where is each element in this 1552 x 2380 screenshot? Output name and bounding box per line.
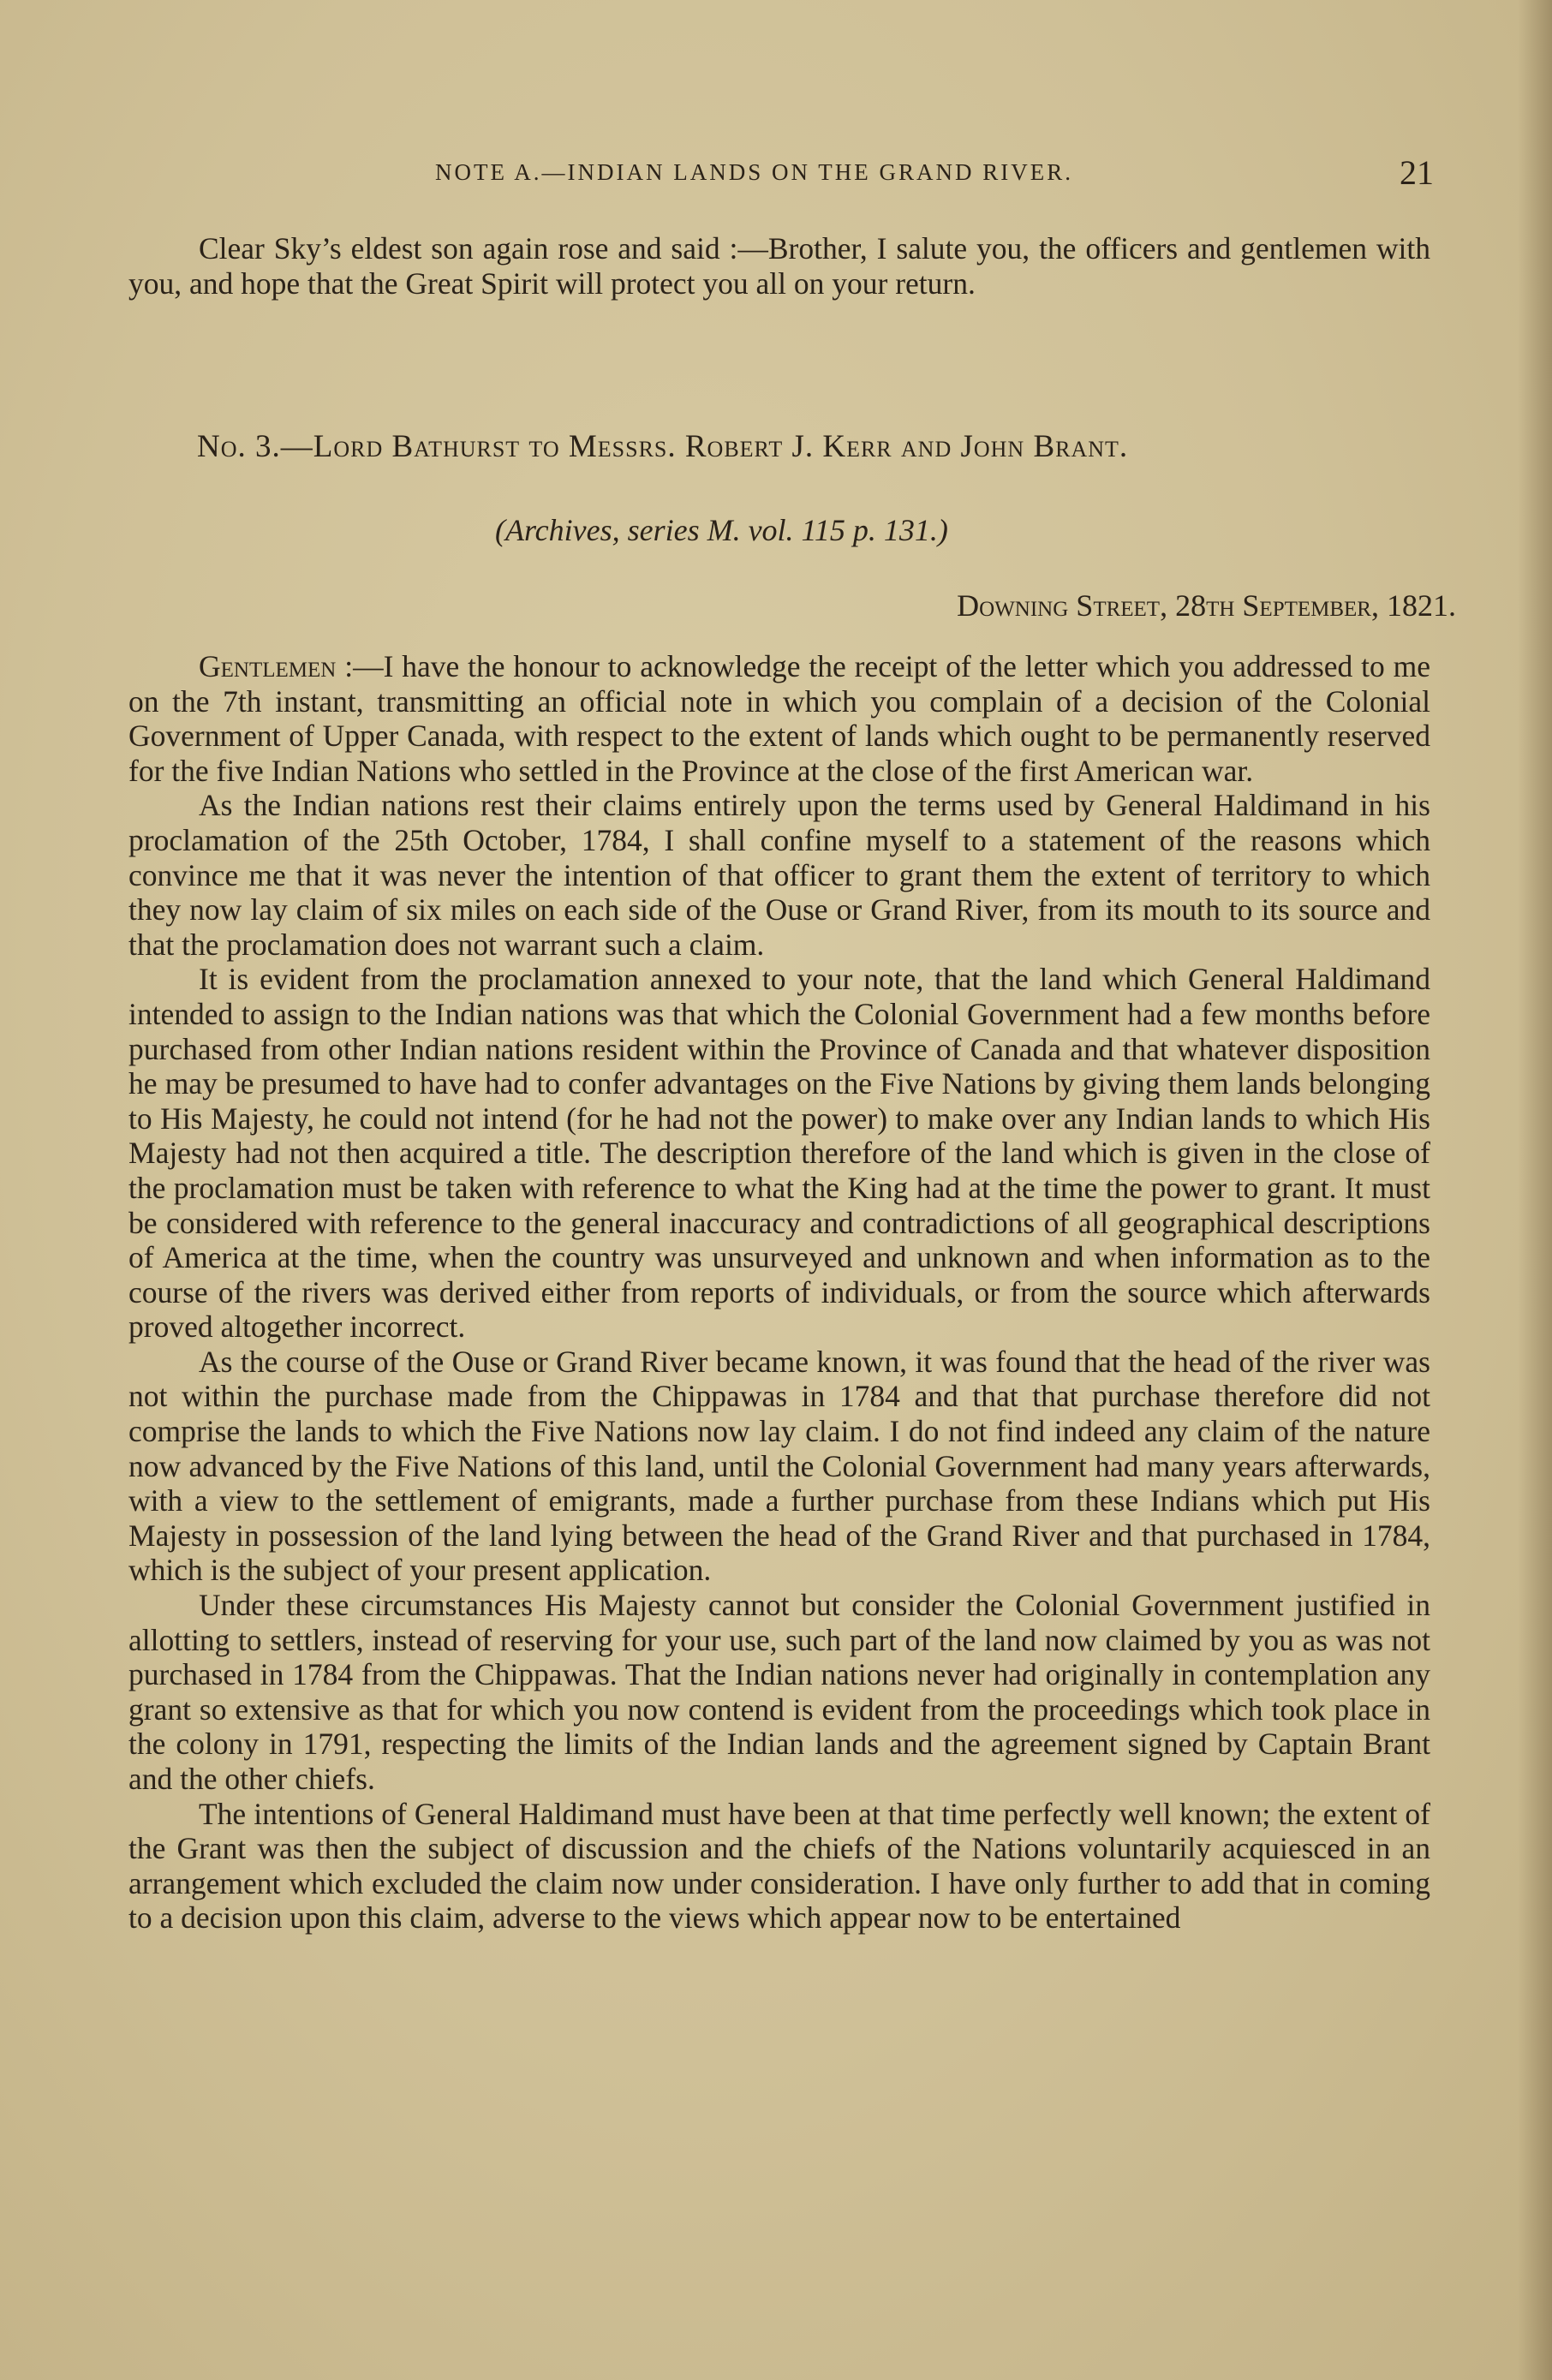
letter-paragraph: Under these circumstances His Majesty cannot but consider the Colonial Government justified in allotting to settlers, instead of reserving for your use, such part of the land now claimed by you as was not purchased in 1784 from the Chippawas. That the Indian nations never had originally in contemplation any grant so extensive as that for which you now contend is evident from the proceedings which took place in the colony in 1791, respecting the limits of the Indian lands and the agreement signed by Captain Brant and the other chiefs. [128, 1588, 1430, 1796]
letter-paragraph: It is evident from the proclamation annexed to your note, that the land which General Haldimand intended to assign to the Indian nations was that which the Colonial Government had a few months before purchased from other Indian nations resident within the Province of Canada and that whatever disposition he may be presumed to have had to confer advantages on the Five Nations by giving them lands belonging to His Majesty, he could not intend (for he had not the power) to make over any Indian lands to which His Majesty had not then acquired a title. The description therefore of the land which is given in the close of the proclamation must be taken with reference to what the King had at the time the power to grant. It must be considered with reference to the general inaccuracy and contradictions of all geographical descriptions of America at the time, when the country was unsurveyed and unknown and when information as to the course of the rivers was derived either from reports of individuals, or from the source which afterwards proved altogether incorrect. [128, 962, 1430, 1345]
salutation: Gentlemen : [199, 649, 354, 683]
running-header-title: NOTE A.—INDIAN LANDS ON THE GRAND RIVER. [435, 159, 1073, 185]
opening-text [128, 231, 1430, 301]
page-edge-shadow [1518, 0, 1552, 2380]
letter-paragraph: The intentions of General Haldimand must have been at that time perfectly well known; the extent of the Grant was then the subject of discussion and the chiefs of the Nations voluntarily acquiesced in an arrangement which excluded the claim now under consideration. I have only further to add that in coming to a decision upon this claim, adverse to the views which appear now to be entertained [128, 1796, 1430, 1936]
page-number: 21 [1400, 153, 1434, 192]
dateline: Downing Street, 28th September, 1821. [957, 588, 1456, 623]
letter-body [128, 649, 1430, 1936]
running-header [111, 152, 1448, 204]
archive-citation: (Archives, series M. vol. 115 p. 131.) [495, 513, 948, 547]
letter-paragraph [128, 649, 1430, 788]
document-heading: No. 3.—Lord Bathurst to Messrs. Robert J. Kerr and John Brant. [197, 429, 1129, 464]
letter-paragraph-text: —I have the honour to acknowledge the receipt of the letter which you addressed to me on the 7th instant, transmitting an official note in which you complain of a decision of the Colonial Government of Upper Canada, with respect to the extent of lands which ought to be permanently reserved for the five Indian Nations who settled in the Province at the close of the first American war. [128, 649, 1430, 788]
letter-paragraph: As the Indian nations rest their claims entirely upon the terms used by General Haldimand in his proclamation of the 25th October, 1784, I shall confine myself to a statement of the reasons which convince me that it was never the intention of that officer to grant them the extent of territory to which they now lay claim of six miles on each side of the Ouse or Grand River, from its mouth to its source and that the proclamation does not warrant such a claim. [128, 788, 1430, 962]
letter-paragraph: As the course of the Ouse or Grand River became known, it was found that the head of the river was not within the purchase made from the Chippawas in 1784 and that that purchase therefore did not comprise the lands to which the Five Nations now lay claim. I do not find indeed any claim of the nature now advanced by the Five Nations of this land, until the Colonial Government had many years afterwards, with a view to the settlement of emigrants, made a further purchase from these Indians which put His Majesty in possession of the land lying between the head of the Grand River and that purchased in 1784, which is the subject of your present application. [128, 1344, 1430, 1588]
opening-paragraph: Clear Sky’s eldest son again rose and said :—Brother, I salute you, the officers and gentlemen with you, and hope that the Great Spirit will protect you all on your return. [128, 231, 1430, 301]
